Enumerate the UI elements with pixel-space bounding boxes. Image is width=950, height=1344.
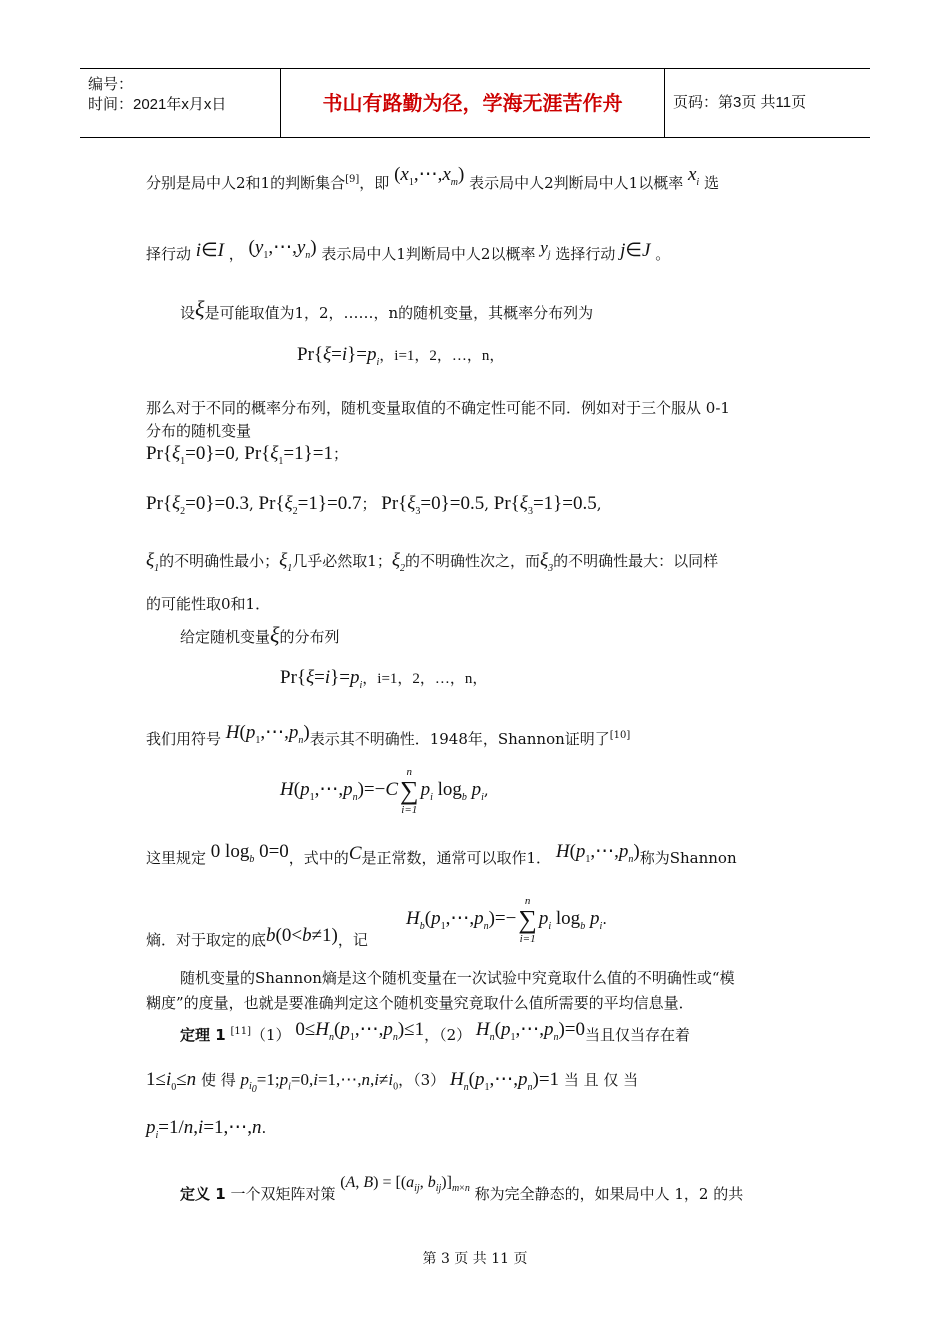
math-expr: $Pr\{\xi_1=0\}=0$ (146, 443, 235, 467)
theorem-line (180, 1019, 691, 1053)
text: 选 (703, 174, 719, 192)
math-expr: $1\le i_0\le n$ (146, 1069, 197, 1093)
sum-operator: n ∑ i=1 (518, 895, 537, 945)
math-expr: $Pr\{\xi_3=1\}=0.5$ (493, 493, 597, 517)
math-expr: $Pr\{\xi_1=1\}=1$ (244, 443, 333, 467)
text: 我们用符号 (146, 730, 222, 748)
text: ，i=1，2，…，n， (362, 671, 488, 687)
number-label: 编号： (88, 76, 134, 93)
text: 给定随机变量 (180, 628, 271, 646)
paragraph-line (146, 164, 719, 201)
text: ，（2） (424, 1026, 472, 1044)
text: 是正常数，通常可以取作1． (361, 849, 552, 867)
math-yj: $y_j$ (540, 238, 551, 261)
paragraph-line (146, 722, 631, 757)
text: 择行动 (146, 245, 192, 263)
math-i-in-I: i (195, 240, 202, 261)
math-H: $H(p_1,\cdots,p_n)$ (555, 841, 640, 865)
text: 的不明确性最小； (159, 552, 280, 570)
page-footer: 第 3 页 共 11 页 (422, 1251, 528, 1267)
text: 的分布列 (279, 628, 340, 646)
math-xi1: $\xi_1$ (146, 550, 160, 574)
math-expr: 0 $\log_b 0=0$ (210, 841, 289, 865)
text: （1） (250, 1026, 291, 1044)
math-expr: $p_i=1/n,i=1,\cdots,n$ (146, 1117, 262, 1141)
math-expr: $p_i$ $\log_b p_i$ (538, 908, 603, 932)
text: 表示局中人1判断局中人2以概率 (321, 245, 536, 263)
math-j-in-J: j (620, 240, 626, 261)
text: 当 且 仅 当 (563, 1071, 639, 1089)
math-bimatrix: (A, $B) = [(a_{ij}$, $b_{ij})]_{m\times n}$ (340, 1174, 470, 1195)
text: 表示局中人2判断局中人1以概率 (469, 174, 684, 192)
math-expr: $H(p_1,\cdots,p_n)=-C$ (280, 779, 399, 803)
text: 表示其不明确性．1948年，Shannon证明了 (309, 730, 610, 748)
formula-distribution (297, 345, 504, 373)
text: 是可能取值为1，2，……，n的随机变量，其概率分布列为 (204, 304, 594, 322)
math-xi-symbol: ξ (195, 296, 205, 321)
header-left-cell (80, 69, 281, 137)
math-expr: $p_{i_0}=1;p_i=0,i=1,\cdots,n,i\ne i_0$ (240, 1070, 399, 1096)
math-xi3: $\xi_3$ (540, 550, 554, 574)
text: ，（3） (398, 1071, 446, 1089)
math-xi: $x_i$ (687, 164, 700, 188)
math-x-vector: $(x_1,\cdots,x_m)$ (394, 164, 465, 188)
math-expr: $Pr\{\xi_2=0\}=0.3$ (146, 493, 249, 517)
formula-shannon: $H(p_1,\cdots,p_n)=-C$ n ∑ i=1 $p_i$ $\log_b p_i$, (280, 766, 489, 816)
text: 选择行动 (555, 245, 616, 263)
math-expr: $Pr\{\xi_3=0\}=0.5$ (381, 493, 485, 517)
math-y-vector: $(y_1,\cdots,y_n)$ (248, 237, 317, 261)
paragraph-line: 那么对于不同的概率分布列，随机变量取值的不确定性可能不同．例如对于三个服从 0-1 (146, 399, 730, 417)
date-label: 时间：2021年x月x日 (88, 96, 227, 113)
definition-line (180, 1174, 744, 1211)
formula-Hb: $H_b(p_1,\cdots,p_n)=-$ n ∑ i=1 $p_i$ $\log_b p_i$. (406, 895, 607, 945)
text: 的不明确性次之，而 (404, 552, 540, 570)
header-motto: 书山有路勤为径，学海无涯苦作舟 (281, 69, 665, 137)
text: ， (228, 245, 244, 263)
math-expr: $Pr\{\xi=i\}=p_i$ (280, 667, 363, 691)
paragraph-line: 择行动 i∈I ， $(y_1,\cdots,y_n)$ 表示局中人1判断局中人2以概率 $y_j$ 选择行动 j∈J 。 (146, 237, 671, 263)
math-C: C (348, 843, 362, 864)
text: 的不明确性最大：以同样 (553, 552, 719, 570)
text: 当且仅当存在着 (585, 1026, 691, 1044)
paragraph-line: 的可能性取0和1． (146, 595, 271, 613)
formula-line: $Pr\{\xi_1=0\}=0$, $Pr\{\xi_1=1\}=1$； (146, 443, 348, 467)
text: 这里规定 (146, 849, 207, 867)
math-expr: $H_n(p_1,\cdots,p_n)=0$ (475, 1019, 586, 1043)
text: 分别是局中人2和1的判断集合 (146, 174, 346, 192)
text: 设 (180, 304, 196, 322)
math-expr: $Pr\{\xi=i\}=p_i$ (297, 344, 380, 368)
citation: [9] (345, 174, 360, 185)
text: ，即 (359, 174, 390, 192)
text: 熵．对于取定的底 (146, 931, 267, 949)
sum-operator: n ∑ i=1 (400, 766, 419, 816)
text: 称为完全静态的，如果局中人 1，2 的共 (474, 1185, 744, 1203)
paragraph-line: 糊度”的度量，也就是要准确判定这个随机变量究竟取什么值所需要的平均信息量． (146, 994, 694, 1012)
text: 几乎必然取1； (292, 552, 392, 570)
page-header (80, 68, 870, 138)
math-expr: $p_i$ $\log_b p_i$ (420, 779, 484, 803)
math-xi1: $\xi_1$ (279, 550, 293, 574)
text: 称为Shannon (639, 849, 737, 867)
paragraph-line (146, 551, 718, 579)
text: ，i=1，2，…，n， (379, 348, 505, 364)
text: 。 (655, 245, 671, 263)
paragraph-line: 分布的随机变量 (146, 422, 252, 440)
text: 使 得 (200, 1071, 236, 1089)
definition-label: 定义 1 (180, 1185, 226, 1203)
math-b-cond: b(0<b≠1) (266, 925, 338, 946)
math-xi-symbol: ξ (270, 622, 280, 647)
citation: [10] (609, 730, 631, 741)
paragraph-line: 随机变量的Shannon熵是这个随机变量在一次试验中究竟取什么值的不明确性或“模 (180, 969, 735, 987)
math-expr: $H_n(p_1,\cdots,p_n)=1$ (449, 1069, 560, 1093)
math-xi2: $\xi_2$ (391, 550, 405, 574)
theorem-line: $p_i=1/n,i=1,\cdots,n$. (146, 1117, 267, 1141)
math-expr: $Pr\{\xi_2=1\}=0.7$ (258, 493, 362, 517)
paragraph-line (146, 925, 368, 950)
text: ，式中的 (288, 849, 349, 867)
text: ，记 (337, 931, 368, 949)
theorem-label: 定理 1 (180, 1026, 226, 1044)
paragraph-line (180, 296, 594, 323)
math-expr: $0\le H_n(p_1,\cdots,p_n)\le 1$ (295, 1019, 425, 1043)
text: 一个双矩阵对策 (230, 1185, 336, 1203)
theorem-line (146, 1070, 638, 1100)
citation: [11] (230, 1026, 251, 1037)
math-expr: $H_b(p_1,\cdots,p_n)=-$ (406, 908, 517, 932)
math-H: $H(p_1,\cdots,p_n)$ (225, 722, 310, 746)
formula-line: $Pr\{\xi_2=0\}=0.3$, $Pr\{\xi_2=1\}=0.7$； $Pr\{\xi_3=0\}=0.5$, $Pr\{\xi_3=1\}=0.5$, (146, 493, 602, 517)
paragraph-line (180, 622, 340, 647)
formula-distribution (280, 668, 487, 696)
header-page-info: 页码：第3页 共11页 (673, 94, 807, 111)
paragraph-line (146, 841, 737, 876)
